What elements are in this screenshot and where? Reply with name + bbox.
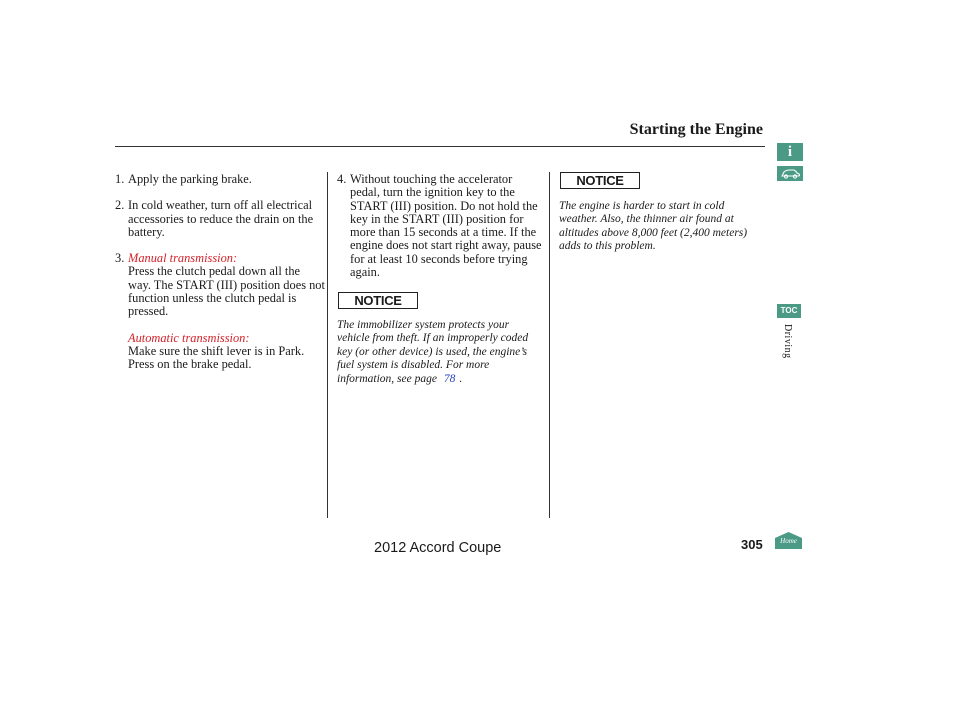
page-78-link[interactable]: 78	[443, 372, 456, 385]
info-icon: i	[787, 144, 793, 160]
vehicle-index-button[interactable]	[777, 166, 803, 181]
column-1	[115, 173, 325, 372]
page-title: Starting the Engine	[629, 121, 763, 138]
step-4-number: 4.	[337, 172, 347, 186]
step-3-number: 3.	[115, 251, 125, 266]
notice-text-1	[337, 319, 543, 386]
column-2	[337, 173, 543, 279]
manual-transmission-label: Manual transmission:	[128, 251, 238, 266]
car-icon	[777, 166, 803, 181]
toc-button[interactable]: TOC	[777, 304, 801, 318]
notice-badge-1: NOTICE	[338, 292, 418, 309]
notice-text-2: The engine is harder to start in cold weather. Also, the thinner air found at altitudes above 8,000 feet (2,400 meters) adds to this problem.	[559, 200, 748, 253]
step-3	[115, 252, 325, 371]
notice-end: .	[459, 372, 463, 385]
manual-transmission-text: Press the clutch pedal down all the way. The START (III) position does not function unless the clutch pedal is pressed.	[128, 264, 325, 319]
step-1-text: Apply the parking brake.	[128, 172, 252, 186]
step-2-number: 2.	[115, 198, 125, 213]
column-divider-1	[327, 172, 328, 518]
step-4-text: Without touching the accelerator pedal, turn the ignition key to the START (III) position. Do not hold the key in the START (III) position for more than 15 seconds at a time. If the engine does not start right away, pause for at least 10 seconds before trying again.	[350, 172, 542, 280]
immobilizer-notice-text: The immobilizer system protects your vehicle from theft. If an improperly coded key (or other device) is used, the engine’s fuel system is disabled. For more information, see page	[337, 319, 529, 385]
step-1	[115, 173, 325, 186]
automatic-transmission-label: Automatic transmission:	[128, 330, 250, 345]
column-divider-2	[549, 172, 550, 518]
home-label: Home	[780, 537, 797, 545]
step-2	[115, 199, 325, 239]
step-4	[337, 173, 543, 279]
automatic-transmission-text: Make sure the shift lever is in Park. Press on the brake pedal.	[128, 343, 305, 372]
step-2-text: In cold weather, turn off all electrical accessories to reduce the drain on the battery.	[128, 198, 314, 239]
notice-badge-2: NOTICE	[560, 172, 640, 189]
section-label: Driving	[782, 324, 793, 359]
index-button[interactable]	[777, 143, 803, 161]
step-1-number: 1.	[115, 172, 125, 186]
header-rule	[115, 146, 765, 147]
page-number: 305	[741, 537, 763, 552]
footer-model: 2012 Accord Coupe	[374, 540, 502, 556]
home-button[interactable]	[775, 532, 802, 549]
